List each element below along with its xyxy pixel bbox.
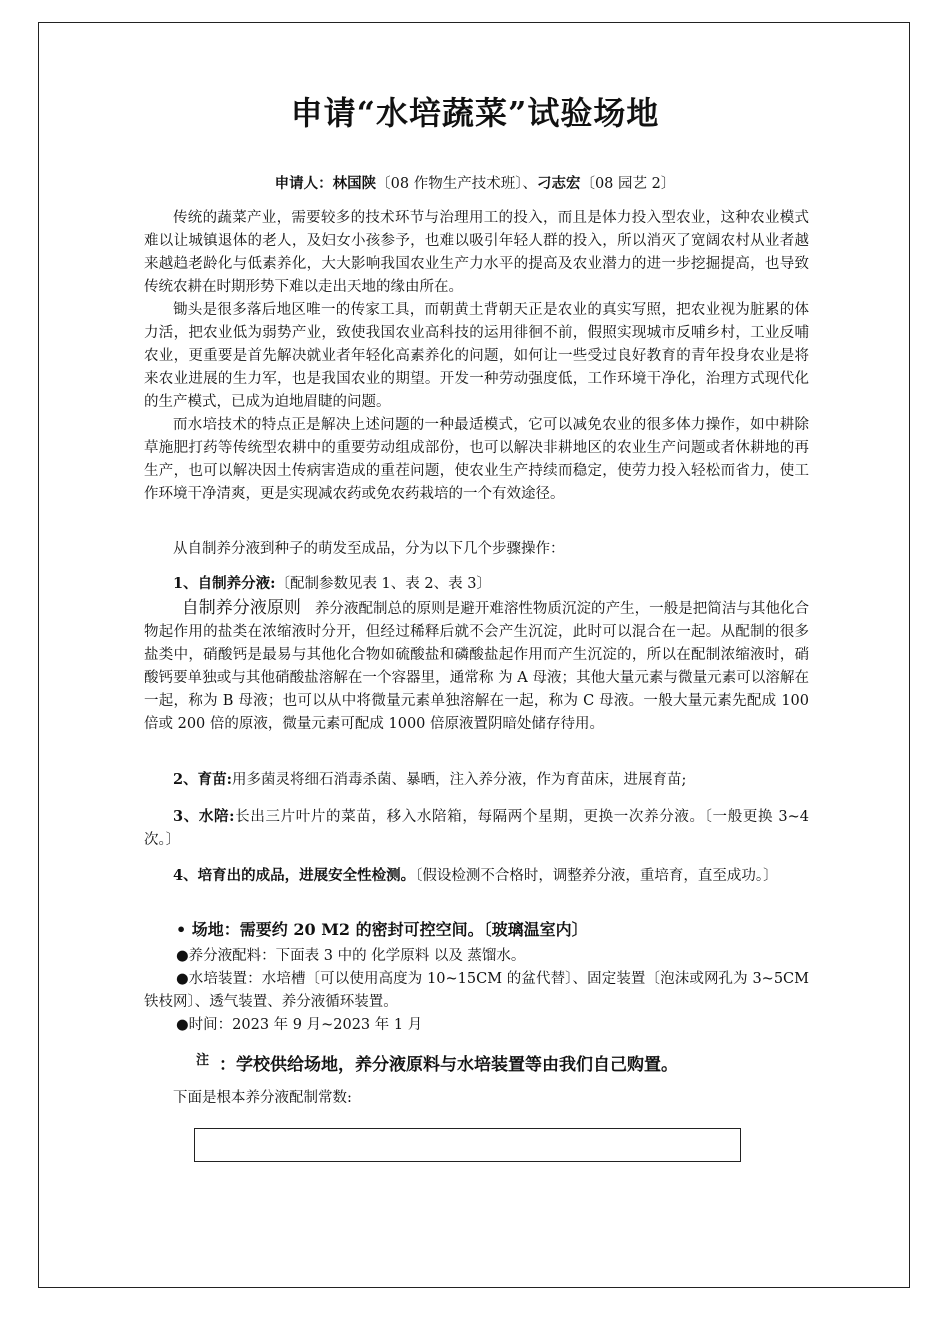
step-4 <box>144 864 809 888</box>
paragraph-4: 从自制养分液到种子的萌发至成品，分为以下几个步骤操作： <box>173 541 565 557</box>
step-4-label: 4、培育出的成品，进展安全性检测。 <box>173 867 416 884</box>
note-mark: 注 <box>196 1053 210 1068</box>
paragraph-2: 锄头是很多落后地区唯一的传家工具，而朝黄土背朝天正是农业的真实写照，把农业视为脏累的体力活，把农业低为弱势产业，致使我国农业高科技的运用徘徊不前，假照实现城市反哺乡村，工业反哺农业，更重要是首先解决就业者年轻化高素养化的问题，如何让一些受过良好教育的青年投身农业是将来农业进展的生力军，也是我国农业的期望。开发一种劳动强度低，工作环境干净化，治理方式现代化的生产模式，已成为迫地眉睫的问题。 <box>144 302 809 410</box>
device-text: ●水培装置：水培槽〔可以使用高度为 10~15CM 的盆代替〕、固定装置〔泡沫或网孔为 3~5CM 铁枝网〕、透气装置、养分液循环装置。 <box>144 971 809 1010</box>
paragraph-1-block <box>144 207 809 299</box>
step-3-text: 长出三片叶片的菜苗，移入水陪箱，每隔两个星期，更换一次养分液。〔一般更换 3~4 次。〕 <box>144 809 809 848</box>
step-2 <box>144 768 809 792</box>
applicant-name-2: 刁志宏 <box>536 175 581 192</box>
table-intro-block <box>144 1087 809 1110</box>
note-block <box>196 1049 809 1077</box>
step-3-label: 3、水陪: <box>173 808 235 825</box>
page-title: 申请“水培蔬菜”试验场地 <box>290 94 660 132</box>
table-intro: 下面是根本养分液配制常数: <box>173 1090 352 1106</box>
bullet-dot-icon: • <box>176 920 192 939</box>
site-text: 场地：需要约 20 M2 的密封可控空间。〔玻璃温室内〕 <box>191 920 588 939</box>
applicant-class-1: 〔08 作物生产技术班〕、 <box>376 176 537 192</box>
bullet-nutrient <box>176 945 809 968</box>
bullet-time <box>176 1014 809 1037</box>
step-3 <box>144 805 809 852</box>
step-1-text: 〔配制参数见表 1、表 2、表 3〕 <box>275 576 491 592</box>
nutrient-table-box <box>194 1128 741 1162</box>
paragraph-3-block <box>144 414 809 506</box>
paragraph-3: 而水培技术的特点正是解决上述问题的一种最适模式，它可以减免农业的很多体力操作，如中耕除草施肥打药等传统型农耕中的重要劳动组成部份，也可以解决非耕地区的农业生产问题或者休耕地的再生产，也可以解决因土传病害造成的重茬问题，使农业生产持续而稳定，使劳力投入轻松而省力，使工作环境干净清爽，更是实现减农药或免农药栽培的一个有效途径。 <box>144 417 809 502</box>
applicants-prefix: 申请人： <box>274 175 333 192</box>
step-2-label: 2、育苗: <box>173 771 232 788</box>
principle-text: 养分液配制总的原则是避开难溶性物质沉淀的产生，一般是把简洁与其他化合物起作用的盐类在浓缩液时分开，但经过稀释后就不会产生沉淀，此时可以混合在一起。从配制的很多盐类中，硝酸钙是最易与其他化合物如硫酸盐和磷酸盐起作用而产生沉淀的，所以在配制浓缩液时，硝酸钙要单独或与其他硝酸盐溶解在一个容器里，通常称 为 A 母液；其他大量元素与微量元素可以溶解在一起，称为 B 母液；也可以从中将微量元素单独溶解在一起，称为 C 母液。一般大量元素先配成 100 倍或 200 倍的原液，微量元素可配成 1000 倍原液置阴暗处储存待用。 <box>144 601 810 732</box>
time-text: ●时间：2023 年 9 月~2023 年 1 月 <box>176 1017 423 1033</box>
paragraph-1: 传统的蔬菜产业，需要较多的技术环节与治理用工的投入，而且是体力投入型农业，这种农业模式难以让城镇退体的老人，及妇女小孩参予，也难以吸引年轻人群的投入，所以消灭了宽阔农村从业者越来越趋老龄化与低素养化，大大影响我国农业生产力水平的提高及农业潜力的进一步挖掘提高，也导致传统农耕在时期形势下难以走出天地的缘由所在。 <box>144 210 809 295</box>
step-1-label: 1、自制养分液: <box>173 575 276 592</box>
applicants-line <box>0 172 950 193</box>
applicant-class-2: 〔08 园艺 2〕 <box>580 176 676 192</box>
paragraph-4-block <box>144 538 809 561</box>
paragraph-2-block <box>144 299 809 414</box>
step-2-text: 用多菌灵将细石消毒杀菌、暴晒，注入养分液，作为育苗床，进展育苗; <box>231 772 687 788</box>
bullet-site <box>176 918 809 942</box>
applicant-name-1: 林国陕 <box>332 175 377 192</box>
principle-lead: 自制养分液原则 <box>181 598 301 618</box>
note-text: ：学校供给场地，养分液原料与水培装置等由我们自己购置。 <box>219 1055 679 1075</box>
principle-block <box>144 597 809 736</box>
bullet-device <box>144 968 809 1014</box>
step-4-text: 〔假设检测不合格时，调整养分液，重培育，直至成功。〕 <box>415 868 778 884</box>
step-1 <box>144 572 809 596</box>
nutrient-text: ●养分液配料：下面表 3 中的 化学原料 以及 蒸馏水。 <box>176 948 526 964</box>
